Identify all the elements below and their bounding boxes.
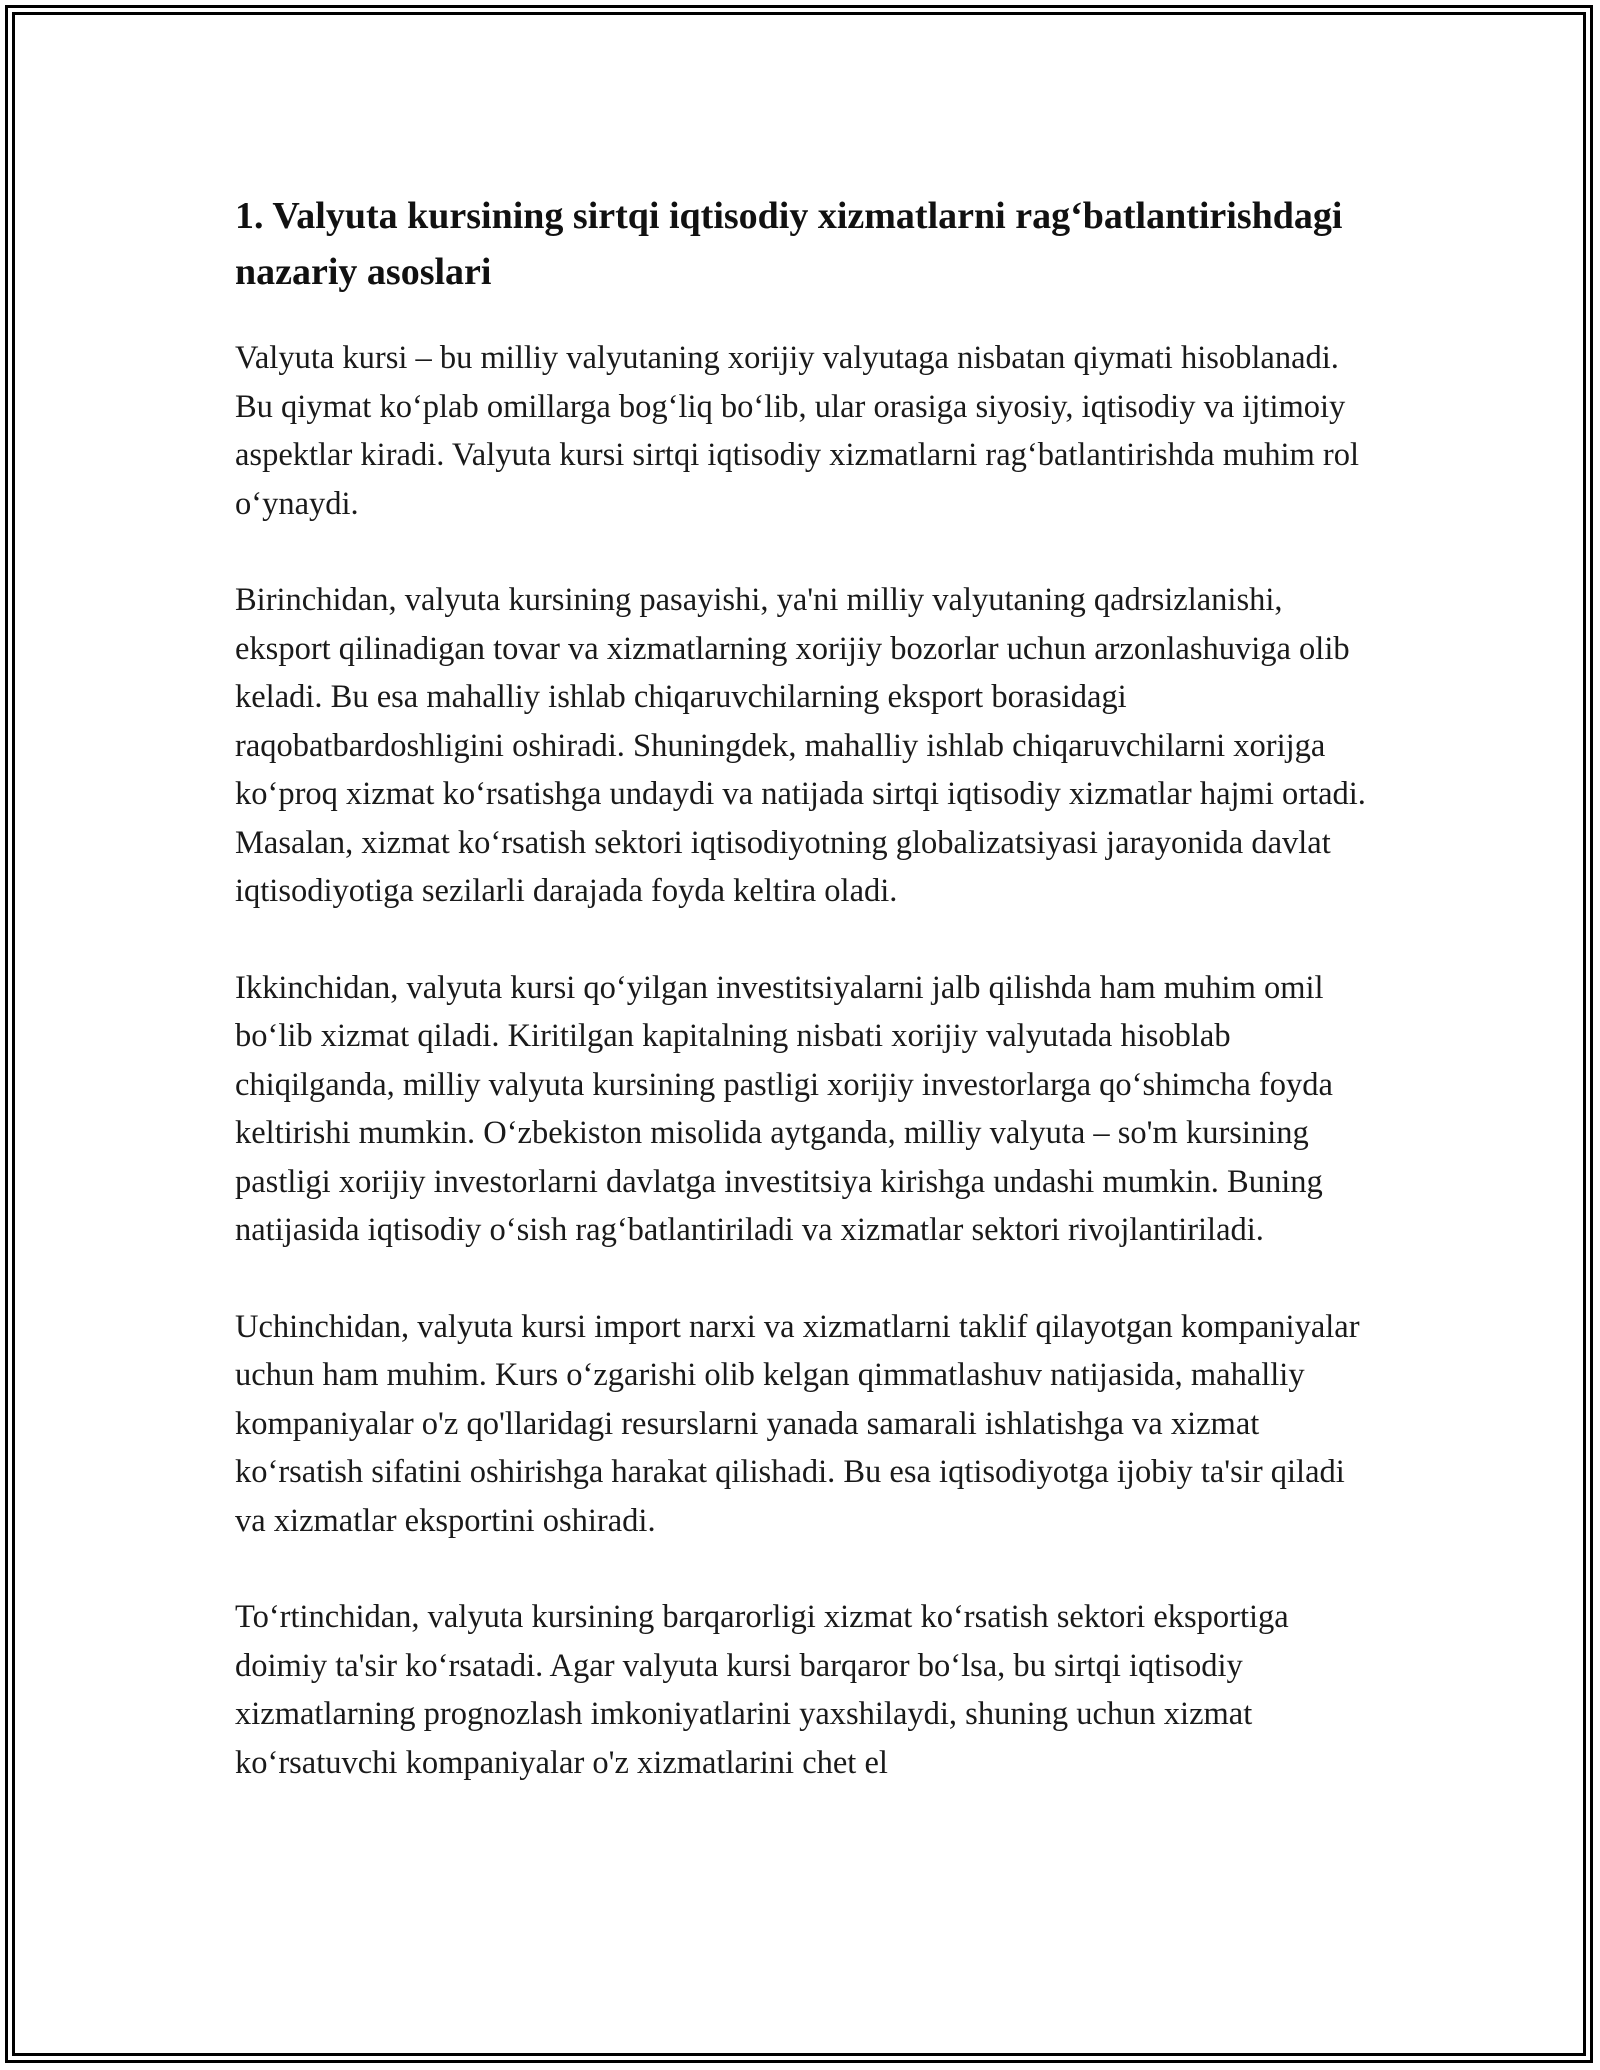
section-heading: 1. Valyuta kursining sirtqi iqtisodiy xizmatlarni rag‘batlantirishdagi nazariy asoslari bbox=[235, 195, 1343, 293]
paragraph-third: Uchinchidan, valyuta kursi import narxi va xizmatlarni taklif qilayotgan kompaniyalar uchun ham muhim. Kurs o‘zgarishi olib kelgan qimmatlashuv natijasida, mahalliy kompaniyalar o'z qo'llaridagi resurslarni yanada samarali ishlatishga va xizmat ko‘rsatish sifatini oshirishga harakat qilishadi. Bu esa iqtisodiyotga ijobiy ta'sir qiladi va xizmatlar eksportini oshiradi. bbox=[235, 1308, 1360, 1539]
paragraph-intro: Valyuta kursi – bu milliy valyutaning xorijiy valyutaga nisbatan qiymati hisoblanadi. Bu qiymat ko‘plab omillarga bog‘liq bo‘lib, ular orasiga siyosiy, iqtisodiy va ijtimoiy aspektlar kiradi. Valyuta kursi sirtqi iqtisodiy xizmatlarni rag‘batlantirishda muhim rol o‘ynaydi. bbox=[235, 340, 1360, 522]
paragraph-first: Birinchidan, valyuta kursining pasayishi, ya'ni milliy valyutaning qadrsizlanishi, eksport qilinadigan tovar va xizmatlarning xorijiy bozorlar uchun arzonlashuviga olib keladi. Bu esa mahalliy ishlab chiqaruvchilarning eksport borasidagi raqobatbardoshligini oshiradi. Shuningdek, mahalliy ishlab chiqaruvchilarni xorijga ko‘proq xizmat ko‘rsatishga undaydi va natijada sirtqi iqtisodiy xizmatlar hajmi ortadi. Masalan, xizmat ko‘rsatish sektori iqtisodiyotning globalizatsiyasi jarayonida davlat iqtisodiyotiga sezilarli darajada foyda keltira oladi. bbox=[235, 582, 1366, 909]
document-body bbox=[235, 188, 1380, 1835]
paragraph-fourth: To‘rtinchidan, valyuta kursining barqarorligi xizmat ko‘rsatish sektori eksportiga doimiy ta'sir ko‘rsatadi. Agar valyuta kursi barqaror bo‘lsa, bu sirtqi iqtisodiy xizmatlarning prognozlash imkoniyatlarini yaxshilaydi, shuning uchun xizmat ko‘rsatuvchi kompaniyalar o'z xizmatlarini chet el bbox=[235, 1599, 1289, 1781]
paragraph-second: Ikkinchidan, valyuta kursi qo‘yilgan investitsiyalarni jalb qilishda ham muhim omil bo‘lib xizmat qiladi. Kiritilgan kapitalning nisbati xorijiy valyutada hisoblab chiqilganda, milliy valyuta kursining pastligi xorijiy investorlarga qo‘shimcha foyda keltirishi mumkin. O‘zbekiston misolida aytganda, milliy valyuta – so'm kursining pastligi xorijiy investorlarni davlatga investitsiya kirishga undashi mumkin. Buning natijasida iqtisodiy o‘sish rag‘batlantiriladi va xizmatlar sektori rivojlantiriladi. bbox=[235, 969, 1333, 1248]
